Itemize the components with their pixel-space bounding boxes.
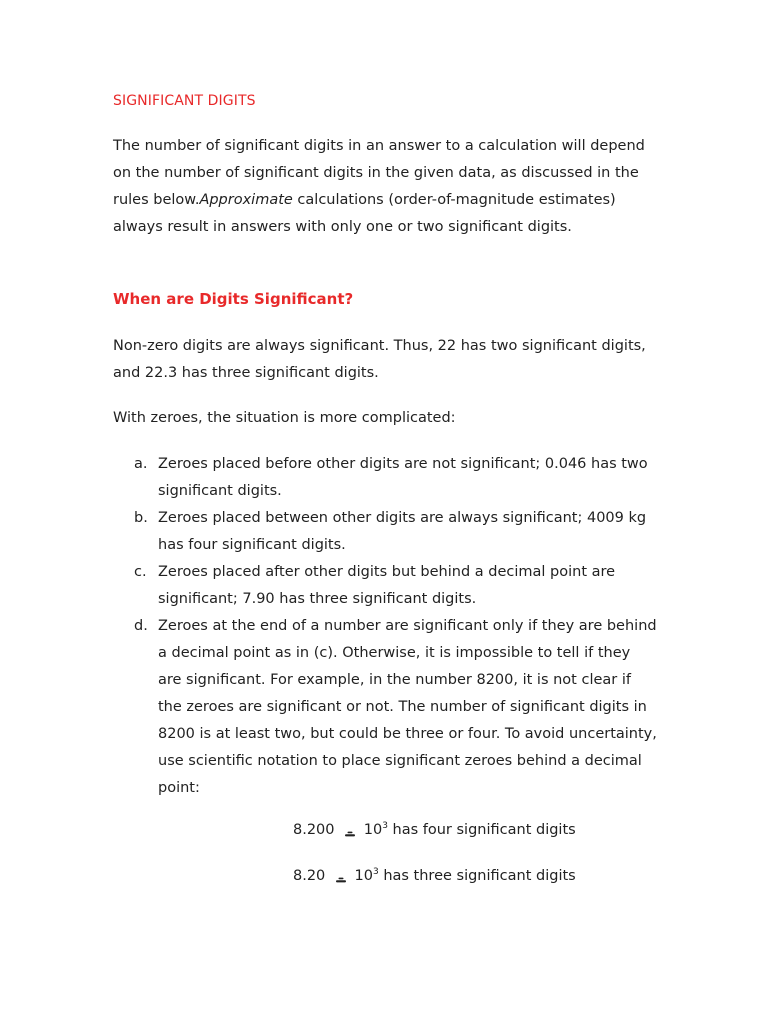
example-mantissa: 8.200 — [293, 822, 335, 838]
rules-list — [113, 451, 658, 802]
intro-emphasis: Approximate — [199, 192, 293, 208]
list-item-text: Zeroes placed after other digits but behind a decimal point are significant; 7.90 has three significant digits. — [158, 564, 616, 607]
intro-paragraph — [113, 133, 653, 241]
list-marker: c. — [134, 564, 147, 580]
example-description: has four significant digits — [392, 822, 576, 838]
example-exponent: 3 — [372, 867, 379, 877]
intro-text-end: calculations (order-of-magnitude estimates) always result in answers with only one or two significant digits. — [113, 192, 616, 235]
nonzero-paragraph: Non-zero digits are always significant. Thus, 22 has two significant digits, and 22.3 has three significant digits. — [113, 338, 646, 381]
list-item-text: Zeroes at the end of a number are significant only if they are behind a decimal point as in (c). Otherwise, it is impossible to tell if they are significant. For example, in the number 8200, it is not clear if the zeroes are significant or not. The number of significant digits in 8200 is at least two, but could be three or four. To avoid uncertainty, use scientific notation to place significant zeroes behind a decimal point: — [158, 618, 657, 796]
list-item-text: Zeroes placed before other digits are not significant; 0.046 has two significant digits. — [158, 456, 648, 499]
example-four-digits — [293, 822, 576, 838]
intro-text-start: The number of significant digits in an answer to a calculation will depend on the number of significant digits in the given data, as discussed in the rules below. — [113, 138, 645, 208]
example-base: 10 — [354, 868, 373, 884]
list-item — [113, 613, 658, 802]
document-title: SIGNIFICANT DIGITS — [113, 93, 256, 109]
list-item — [113, 451, 658, 505]
example-base: 10 — [363, 822, 383, 838]
multiply-icon — [345, 831, 355, 837]
example-three-digits — [293, 868, 576, 884]
list-item — [113, 505, 658, 559]
zeroes-paragraph: With zeroes, the situation is more complicated: — [113, 410, 456, 426]
example-mantissa: 8.20 — [293, 868, 326, 884]
list-item-text: Zeroes placed between other digits are always significant; 4009 kg has four significant digits. — [158, 510, 647, 553]
list-marker: a. — [134, 456, 148, 472]
example-description: has three significant digits — [383, 868, 576, 884]
example-exponent: 3 — [382, 821, 388, 831]
list-marker: b. — [134, 510, 148, 526]
list-marker: d. — [134, 618, 148, 634]
list-item — [113, 559, 658, 613]
section-heading: When are Digits Significant? — [113, 290, 354, 308]
multiply-icon — [336, 877, 346, 883]
